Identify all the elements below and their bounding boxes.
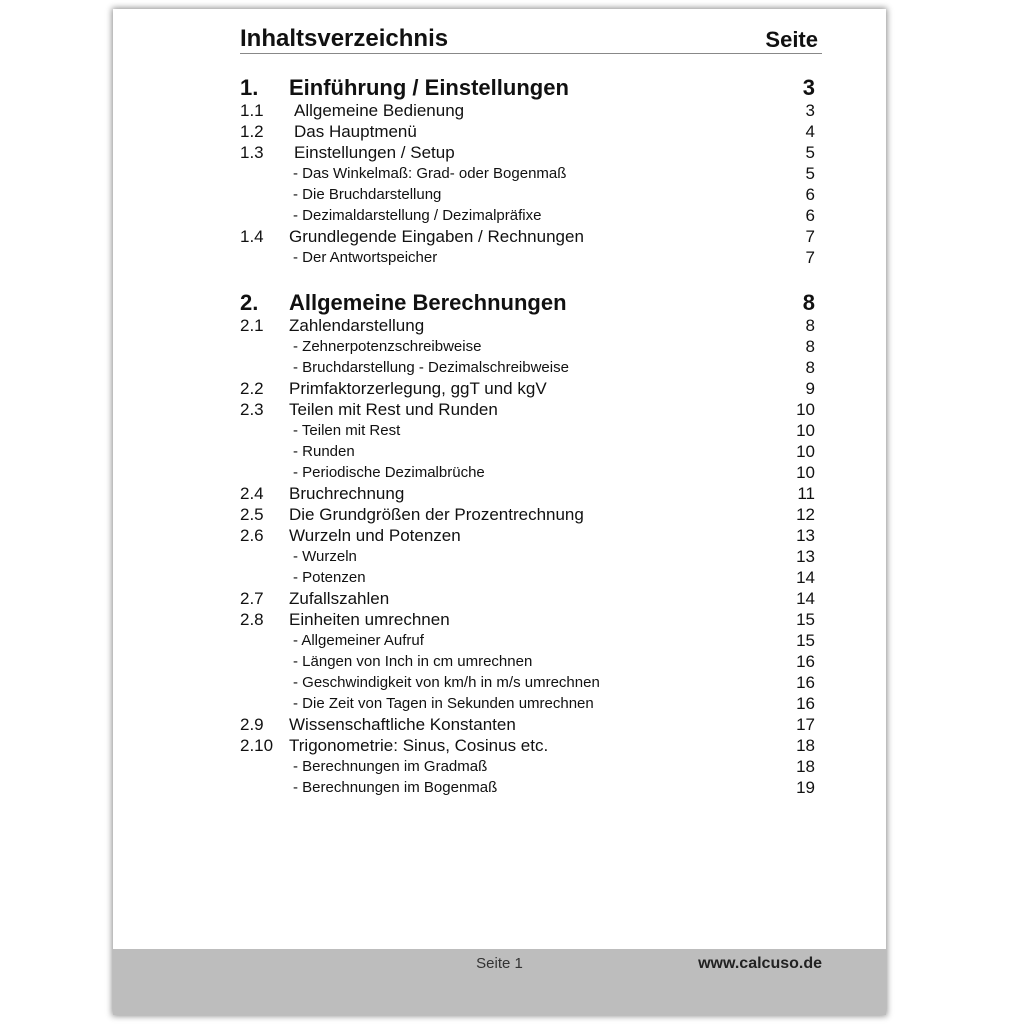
toc-section-entry [240, 226, 815, 247]
entry-page-number: 8 [802, 290, 815, 315]
entry-title: Wurzeln und Potenzen [289, 526, 461, 545]
toc-chapter-heading [240, 290, 815, 315]
entry-page-number: 16 [796, 652, 815, 671]
toc-section-entry [240, 142, 815, 163]
toc-subsection-entry [240, 672, 815, 693]
toc-subsection-entry [240, 546, 815, 567]
entry-title: - Geschwindigkeit von km/h in m/s umrechnen [293, 674, 600, 691]
entry-number: 2.5 [240, 505, 264, 524]
entry-page-number: 19 [796, 778, 815, 797]
toc-subsection-entry [240, 420, 815, 441]
footer-website: www.calcuso.de [698, 955, 822, 972]
entry-page-number: 6 [805, 206, 815, 225]
entry-number: 2.7 [240, 589, 264, 608]
entry-number: 2.3 [240, 400, 264, 419]
toc-section-entry [240, 525, 815, 546]
entry-title: Wissenschaftliche Konstanten [289, 715, 516, 734]
entry-title: - Teilen mit Rest [293, 422, 401, 439]
entry-page-number: 11 [797, 484, 815, 503]
entry-title: - Periodische Dezimalbrüche [293, 464, 485, 481]
entry-number: 2.6 [240, 526, 264, 545]
entry-number: 2.9 [240, 715, 264, 734]
entry-number: 1.1 [240, 101, 264, 120]
entry-page-number: 16 [796, 673, 815, 692]
toc-section-entry [240, 609, 815, 630]
toc-section-entry [240, 483, 815, 504]
entry-page-number: 10 [796, 442, 815, 461]
entry-page-number: 14 [796, 568, 815, 587]
document-page [113, 9, 886, 1015]
entry-page-number: 13 [796, 547, 815, 566]
entry-title: - Runden [293, 443, 355, 460]
entry-title: - Die Bruchdarstellung [293, 186, 442, 203]
toc-subsection-entry [240, 630, 815, 651]
entry-title: Einheiten umrechnen [289, 610, 450, 629]
toc-subsection-entry [240, 441, 815, 462]
page-title: Inhaltsverzeichnis [240, 25, 449, 52]
entry-title: Einstellungen / Setup [294, 143, 455, 162]
toc-subsection-entry [240, 693, 815, 714]
table-of-contents [240, 75, 815, 798]
entry-page-number: 12 [796, 505, 815, 524]
entry-title: Die Grundgrößen der Prozentrechnung [289, 505, 584, 524]
entry-title: Einführung / Einstellungen [289, 75, 569, 100]
entry-page-number: 10 [796, 463, 815, 482]
entry-title: - Berechnungen im Bogenmaß [293, 779, 498, 796]
entry-page-number: 15 [796, 631, 815, 650]
toc-subsection-entry [240, 462, 815, 483]
entry-title: - Berechnungen im Gradmaß [293, 758, 488, 775]
entry-number: 2.8 [240, 610, 264, 629]
toc-subsection-entry [240, 567, 815, 588]
entry-page-number: 14 [796, 589, 815, 608]
toc-section-entry [240, 378, 815, 399]
footer-page-number: Seite 1 [476, 955, 523, 972]
entry-title: - Zehnerpotenzschreibweise [293, 338, 482, 355]
entry-title: Teilen mit Rest und Runden [289, 400, 498, 419]
toc-section-entry [240, 100, 815, 121]
entry-title: - Der Antwortspeicher [293, 249, 438, 266]
entry-page-number: 5 [805, 143, 815, 162]
toc-subsection-entry [240, 205, 815, 226]
entry-number: 1.3 [240, 143, 264, 162]
entry-page-number: 8 [805, 316, 815, 335]
entry-title: - Wurzeln [293, 548, 357, 565]
entry-page-number: 10 [796, 400, 815, 419]
entry-title: Primfaktorzerlegung, ggT und kgV [289, 379, 547, 398]
entry-page-number: 7 [805, 248, 815, 267]
entry-number: 2.1 [240, 316, 264, 335]
entry-page-number: 8 [805, 337, 815, 356]
entry-title: - Das Winkelmaß: Grad- oder Bogenmaß [293, 165, 567, 182]
entry-page-number: 15 [796, 610, 815, 629]
entry-page-number: 9 [805, 379, 815, 398]
entry-title: Allgemeine Berechnungen [289, 290, 567, 315]
entry-page-number: 13 [796, 526, 815, 545]
toc-subsection-entry [240, 184, 815, 205]
entry-title: Trigonometrie: Sinus, Cosinus etc. [289, 736, 549, 755]
entry-title: Das Hauptmenü [294, 122, 417, 141]
entry-page-number: 16 [796, 694, 815, 713]
entry-page-number: 3 [805, 101, 815, 120]
entry-title: - Potenzen [293, 569, 366, 586]
toc-header [240, 25, 822, 54]
toc-subsection-entry [240, 247, 815, 268]
page-footer [113, 949, 886, 1015]
entry-page-number: 6 [805, 185, 815, 204]
page-column-label: Seite [765, 27, 818, 52]
entry-title: - Bruchdarstellung - Dezimalschreibweise [293, 359, 569, 376]
entry-number: 1.2 [240, 122, 264, 141]
entry-page-number: 4 [805, 122, 815, 141]
toc-section-entry [240, 315, 815, 336]
toc-subsection-entry [240, 777, 815, 798]
toc-subsection-entry [240, 651, 815, 672]
entry-title: - Allgemeiner Aufruf [293, 632, 424, 649]
toc-section-entry [240, 735, 815, 756]
entry-page-number: 8 [805, 358, 815, 377]
entry-page-number: 18 [796, 736, 815, 755]
entry-title: Allgemeine Bedienung [294, 101, 465, 120]
toc-section-entry [240, 504, 815, 525]
entry-page-number: 7 [805, 227, 815, 246]
toc-section-entry [240, 588, 815, 609]
entry-page-number: 10 [796, 421, 815, 440]
toc-subsection-entry [240, 357, 815, 378]
toc-chapter-heading [240, 75, 815, 100]
toc-subsection-entry [240, 163, 815, 184]
entry-number: 2.4 [240, 484, 264, 503]
entry-title: Grundlegende Eingaben / Rechnungen [289, 227, 584, 246]
entry-number: 2.10 [240, 736, 274, 755]
chapter-spacer [240, 268, 815, 290]
entry-title: - Die Zeit von Tagen in Sekunden umrechnen [293, 695, 594, 712]
entry-page-number: 17 [796, 715, 815, 734]
toc-section-entry [240, 399, 815, 420]
entry-title: - Längen von Inch in cm umrechnen [293, 653, 533, 670]
entry-number: 2.2 [240, 379, 264, 398]
entry-title: Bruchrechnung [289, 484, 405, 503]
toc-subsection-entry [240, 756, 815, 777]
entry-number: 2. [240, 290, 259, 315]
entry-page-number: 18 [796, 757, 815, 776]
toc-section-entry [240, 714, 815, 735]
entry-page-number: 3 [802, 75, 815, 100]
entry-title: Zahlendarstellung [289, 316, 425, 335]
entry-title: Zufallszahlen [289, 589, 390, 608]
entry-title: - Dezimaldarstellung / Dezimalpräfixe [293, 207, 542, 224]
entry-number: 1.4 [240, 227, 264, 246]
toc-section-entry [240, 121, 815, 142]
toc-subsection-entry [240, 336, 815, 357]
entry-page-number: 5 [805, 164, 815, 183]
entry-number: 1. [240, 75, 259, 100]
